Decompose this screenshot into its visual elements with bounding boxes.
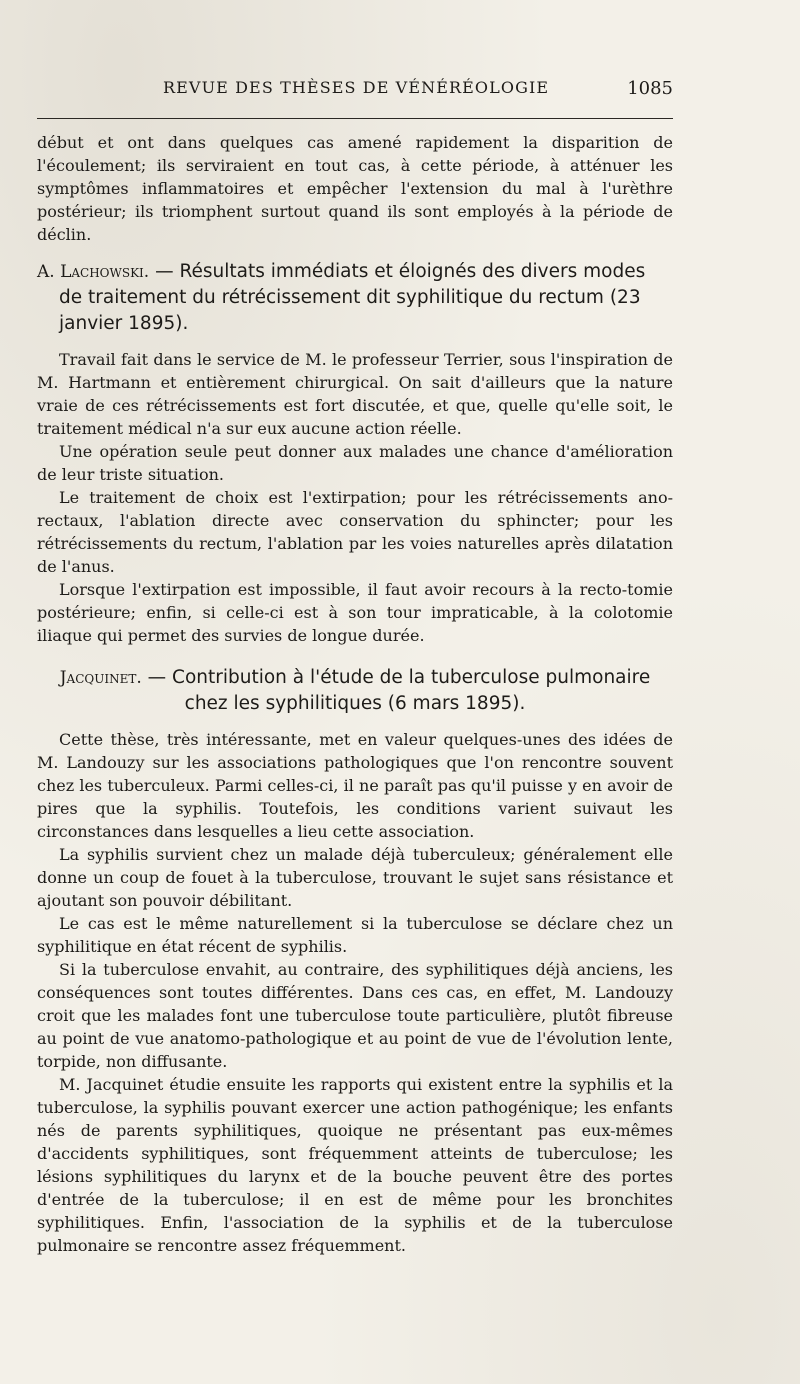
entry-title: — Résultats immédiats et éloignés des divers modes de traitement du rétrécissement dit syphilitique du rectum (23 janvier 1895).: [59, 261, 646, 334]
paragraph: Si la tuberculose envahit, au contraire, des syphilitiques déjà anciens, les conséquences sont toutes différentes. Dans ces cas, en effet, M. Landouzy croit que les malades font une tuberculose toute particulière, plutôt fibreuse au point de vue anatomo-pathologique et au point de vue de l'évolution lente, torpide, non diffusante.: [37, 960, 673, 1071]
running-title: REVUE DES THÈSES DE VÉNÉRÉOLOGIE: [163, 78, 550, 97]
paragraph: M. Jacquinet étudie ensuite les rapports qui existent entre la syphilis et la tuberculose, la syphilis pouvant exercer une action pathogénique; les enfants nés de parents syphilitiques, quoique ne présentant pas eux-mêmes d'accidents syphilitiques, sont fréquemment atteints de tuberculose; les lésions syphilitiques du larynx et de la bouche peuvent être des portes d'entrée de la tuberculose; il en est de même pour les bronchites syphilitiques. Enfin, l'association de la syphilis et de la tuberculose pulmonaire se rencontre assez fréquemment.: [37, 1075, 673, 1255]
entry-title-line2: chez les syphilitiques (6 mars 1895).: [184, 693, 526, 714]
page-number: 1085: [627, 78, 673, 99]
paragraph: Une opération seule peut donner aux malades une chance d'amélioration de leur triste situation.: [37, 442, 673, 484]
entry-heading-jacquinet: [37, 665, 673, 717]
page-header: [37, 78, 673, 108]
paragraph: La syphilis survient chez un malade déjà tuberculeux; généralement elle donne un coup de fouet à la tuberculose, trouvant le sujet sans résistance et ajoutant son pouvoir débilitant.: [37, 845, 673, 910]
paragraph: Travail fait dans le service de M. le professeur Terrier, sous l'inspiration de M. Hartmann et entièrement chirurgical. On sait d'ailleurs que la nature vraie de ces rétrécissements est fort discutée, et que, quelle qu'elle soit, le traitement médical n'a sur eux aucune action réelle.: [37, 350, 673, 438]
entry-author: Jacquinet.: [59, 668, 142, 688]
entry-author: A. Lachowski.: [37, 262, 150, 282]
entry-title-line1: — Contribution à l'étude de la tuberculose pulmonaire: [141, 667, 651, 688]
paragraph: Lorsque l'extirpation est impossible, il faut avoir recours à la recto-tomie postérieure; enfin, si celle-ci est à son tour impraticable, à la colotomie iliaque qui permet des survies de longue durée.: [37, 580, 673, 645]
entry-heading-lachowski: [37, 259, 673, 337]
header-rule: [37, 118, 673, 119]
intro-paragraph: début et ont dans quelques cas amené rapidement la disparition de l'écoulement; ils serviraient en tout cas, à cette période, à atténuer les symptômes inflammatoires et empêcher l'extension du mal à l'urèthre postérieur; ils triomphent surtout quand ils sont employés à la période de déclin.: [37, 133, 673, 244]
paragraph: Le cas est le même naturellement si la tuberculose se déclare chez un syphilitique en état récent de syphilis.: [37, 914, 673, 956]
body-text: [37, 131, 673, 1257]
paragraph: Cette thèse, très intéressante, met en valeur quelques-unes des idées de M. Landouzy sur les associations pathologiques que l'on rencontre souvent chez les tuberculeux. Parmi celles-ci, il ne paraît pas qu'il puisse y en avoir de pires que la syphilis. Toutefois, les conditions varient suivaut les circonstances dans lesquelles a lieu cette association.: [37, 730, 673, 841]
paragraph: Le traitement de choix est l'extirpation; pour les rétrécissements ano-rectaux, l'ablation directe avec conservation du sphincter; pour les rétrécissements du rectum, l'ablation par les voies naturelles après dilatation de l'anus.: [37, 488, 673, 576]
